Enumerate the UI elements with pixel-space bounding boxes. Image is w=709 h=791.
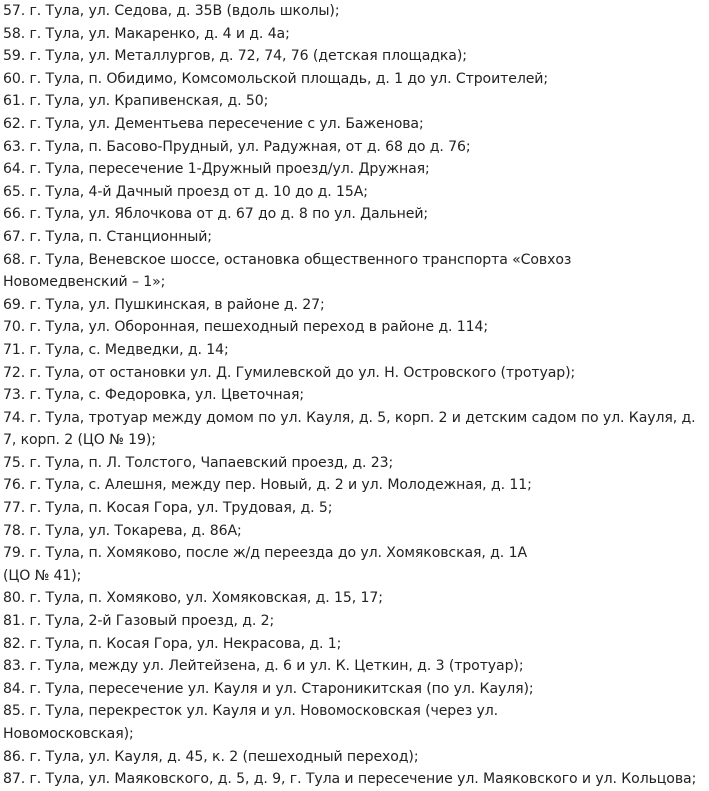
list-item-text: 77. г. Тула, п. Косая Гора, ул. Трудовая, д. 5;	[3, 500, 333, 517]
list-item	[3, 0, 709, 23]
list-item	[3, 407, 709, 452]
list-item-text: 59. г. Тула, ул. Металлургов, д. 72, 74, 76 (детская площадка);	[3, 48, 467, 65]
list-item-text: 60. г. Тула, п. Обидимо, Комсомольской площадь, д. 1 до ул. Строителей;	[3, 70, 548, 87]
list-item-text: 70. г. Тула, ул. Оборонная, пешеходный переход в районе д. 114;	[3, 319, 489, 336]
list-item-text: 62. г. Тула, ул. Дементьева пересечение с ул. Баженова;	[3, 115, 424, 132]
list-item	[3, 158, 709, 181]
list-item-text: 63. г. Тула, п. Басово-Прудный, ул. Радужная, от д. 68 до д. 76;	[3, 138, 471, 155]
list-item	[3, 136, 709, 159]
list-item-text: 65. г. Тула, 4-й Дачный проезд от д. 10 до д. 15А;	[3, 183, 368, 200]
address-list	[3, 0, 709, 791]
list-item-text: Новомосковская);	[3, 726, 134, 742]
list-item	[3, 45, 709, 68]
list-item-text: 74. г. Тула, тротуар между домом по ул. Кауля, д. 5, корп. 2 и детским садом по ул. Кауля, д.	[3, 409, 696, 426]
list-item	[3, 90, 709, 113]
list-item-text: 81. г. Тула, 2-й Газовый проезд, д. 2;	[3, 613, 275, 630]
list-item-text: 66. г. Тула, ул. Яблочкова от д. 67 до д. 8 по ул. Дальней;	[3, 206, 429, 223]
list-item-text: 78. г. Тула, ул. Токарева, д. 86А;	[3, 522, 242, 539]
list-item-text: (ЦО № 41);	[3, 567, 82, 584]
list-item-text: Новомедвенский – 1»;	[3, 274, 166, 291]
list-item	[3, 452, 709, 475]
list-item-text: 61. г. Тула, ул. Крапивенская, д. 50;	[3, 93, 269, 110]
list-item-text: 7, корп. 2 (ЦО № 19);	[3, 432, 156, 449]
list-item	[3, 633, 709, 656]
list-item	[3, 203, 709, 226]
list-item-text: 79. г. Тула, п. Хомяково, после ж/д переезда до ул. Хомяковская, д. 1А	[3, 545, 527, 562]
list-item	[3, 587, 709, 610]
list-item-text: 86. г. Тула, ул. Кауля, д. 45, к. 2 (пешеходный переход);	[3, 748, 419, 765]
list-item	[3, 316, 709, 339]
list-item-text: 83. г. Тула, между ул. Лейтейзена, д. 6 и ул. К. Цеткин, д. 3 (тротуар);	[3, 658, 524, 675]
list-item-text: 72. г. Тула, от остановки ул. Д. Гумилевской до ул. Н. Островского (тротуар);	[3, 364, 576, 381]
list-item-text: 64. г. Тула, пересечение 1-Дружный проезд/ул. Дружная;	[3, 161, 430, 178]
list-item	[3, 610, 709, 633]
list-item	[3, 249, 709, 294]
list-item-text: 87. г. Тула, ул. Маяковского, д. 5, д. 9, г. Тула и пересечение ул. Маяковского и ул. Кольцова;	[3, 771, 697, 788]
list-item	[3, 294, 709, 317]
list-item	[3, 655, 709, 678]
list-item-text: 73. г. Тула, с. Федоровка, ул. Цветочная;	[3, 387, 305, 404]
list-item	[3, 700, 709, 745]
list-item	[3, 362, 709, 385]
list-item	[3, 384, 709, 407]
list-item-text: 67. г. Тула, п. Станционный;	[3, 228, 212, 245]
list-item-text: 80. г. Тула, п. Хомяково, ул. Хомяковская, д. 15, 17;	[3, 590, 383, 607]
list-item-text: 76. г. Тула, с. Алешня, между пер. Новый, д. 2 и ул. Молодежная, д. 11;	[3, 477, 532, 494]
list-item	[3, 746, 709, 769]
list-item	[3, 181, 709, 204]
list-item	[3, 68, 709, 91]
list-item	[3, 520, 709, 543]
list-item-text: 75. г. Тула, п. Л. Толстого, Чапаевский проезд, д. 23;	[3, 454, 394, 471]
list-item	[3, 542, 709, 587]
list-item	[3, 23, 709, 46]
list-item	[3, 497, 709, 520]
list-item-text: 84. г. Тула, пересечение ул. Кауля и ул. Староникитская (по ул. Кауля);	[3, 680, 534, 697]
list-item	[3, 768, 709, 791]
list-item-text: 69. г. Тула, ул. Пушкинская, в районе д. 27;	[3, 296, 325, 313]
list-item-text: 58. г. Тула, ул. Макаренко, д. 4 и д. 4а;	[3, 25, 290, 42]
list-item-text: 68. г. Тула, Веневское шоссе, остановка общественного транспорта «Совхоз	[3, 251, 572, 268]
list-item-text: 85. г. Тула, перекресток ул. Кауля и ул. Новомосковская (через ул.	[3, 703, 498, 720]
list-item	[3, 474, 709, 497]
list-item	[3, 339, 709, 362]
list-item-text: 71. г. Тула, с. Медведки, д. 14;	[3, 341, 229, 358]
list-item-text: 57. г. Тула, ул. Седова, д. 35В (вдоль школы);	[3, 3, 340, 19]
list-item-text: 82. г. Тула, п. Косая Гора, ул. Некрасова, д. 1;	[3, 635, 342, 652]
list-item	[3, 678, 709, 701]
list-item	[3, 113, 709, 136]
list-item	[3, 226, 709, 249]
